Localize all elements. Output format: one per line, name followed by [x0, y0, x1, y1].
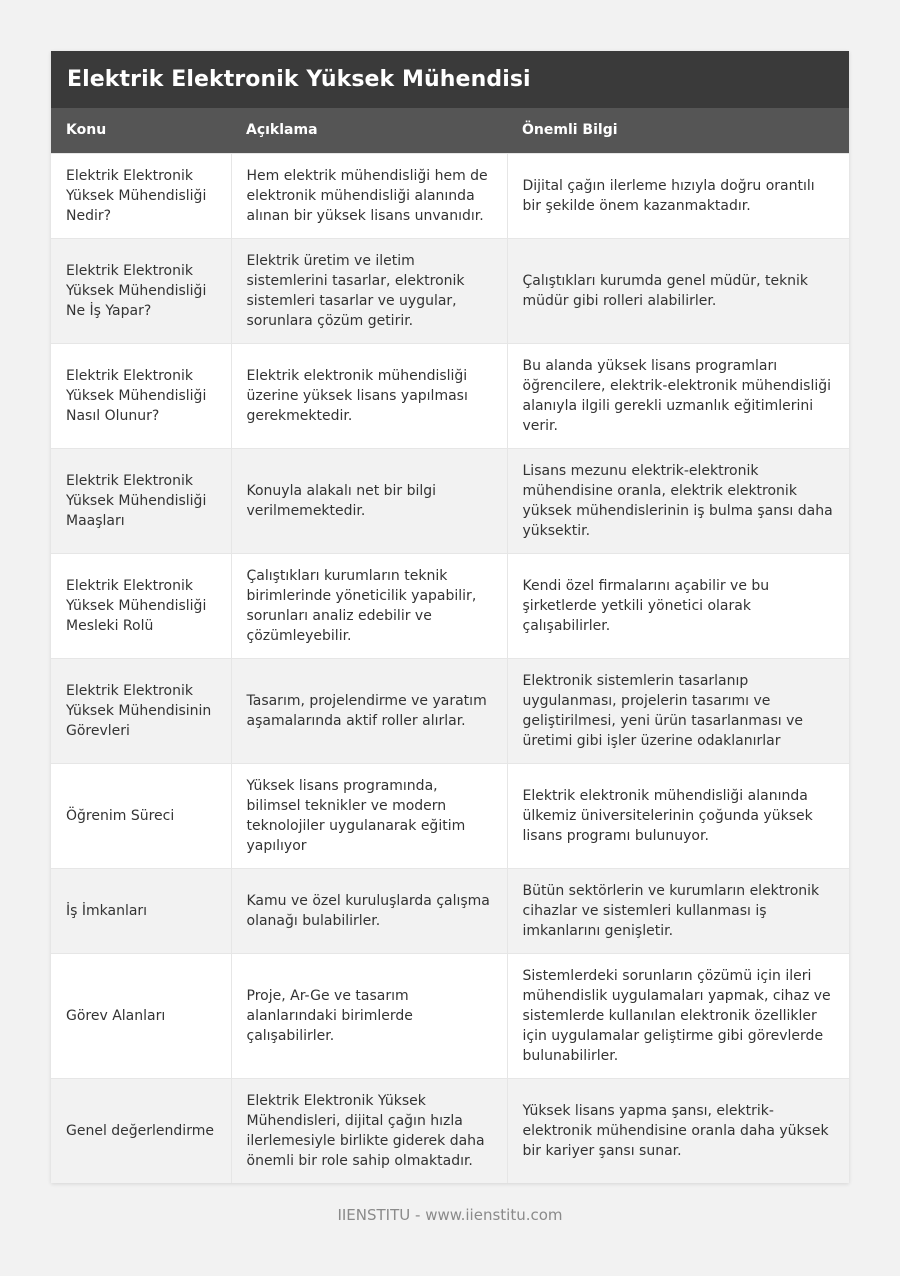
table-row [51, 953, 849, 1078]
description-cell: Yüksek lisans programında, bilimsel teknikler ve modern teknolojiler uygulanarak eğitim yapılıyor [231, 763, 507, 868]
topic-cell: Elektrik Elektronik Yüksek Mühendisliği Maaşları [51, 448, 231, 553]
column-header-konu: Konu [51, 108, 231, 153]
topic-cell: Elektrik Elektronik Yüksek Mühendisinin Görevleri [51, 658, 231, 763]
table-row [51, 153, 849, 238]
topic-cell: Elektrik Elektronik Yüksek Mühendisliği Ne İş Yapar? [51, 238, 231, 343]
topic-cell: Elektrik Elektronik Yüksek Mühendisliği Nedir? [51, 153, 231, 238]
table-row [51, 763, 849, 868]
key-info-cell: Elektrik elektronik mühendisliği alanında ülkemiz üniversitelerinin çoğunda yüksek lisans programı bulunuyor. [507, 763, 849, 868]
page-title: Elektrik Elektronik Yüksek Mühendisi [51, 51, 849, 108]
key-info-cell: Elektronik sistemlerin tasarlanıp uygulanması, projelerin tasarımı ve geliştirilmesi, yeni ürün tasarlanması ve üretimi gibi işler üzerine odaklanırlar [507, 658, 849, 763]
info-table [51, 108, 849, 1183]
description-cell: Elektrik elektronik mühendisliği üzerine yüksek lisans yapılması gerekmektedir. [231, 343, 507, 448]
table-row [51, 448, 849, 553]
topic-cell: Genel değerlendirme [51, 1078, 231, 1183]
table-row [51, 868, 849, 953]
topic-cell: İş İmkanları [51, 868, 231, 953]
table-row [51, 343, 849, 448]
table-header-row [51, 108, 849, 153]
key-info-cell: Bütün sektörlerin ve kurumların elektronik cihazlar ve sistemleri kullanması iş imkanlarını genişletir. [507, 868, 849, 953]
topic-cell: Görev Alanları [51, 953, 231, 1078]
info-card [51, 51, 849, 1183]
description-cell: Tasarım, projelendirme ve yaratım aşamalarında aktif roller alırlar. [231, 658, 507, 763]
key-info-cell: Kendi özel firmalarını açabilir ve bu şirketlerde yetkili yönetici olarak çalışabilirler. [507, 553, 849, 658]
key-info-cell: Yüksek lisans yapma şansı, elektrik-elektronik mühendisine oranla daha yüksek bir kariyer şansı sunar. [507, 1078, 849, 1183]
column-header-onemli-bilgi: Önemli Bilgi [507, 108, 849, 153]
description-cell: Proje, Ar-Ge ve tasarım alanlarındaki birimlerde çalışabilirler. [231, 953, 507, 1078]
key-info-cell: Dijital çağın ilerleme hızıyla doğru orantılı bir şekilde önem kazanmaktadır. [507, 153, 849, 238]
key-info-cell: Bu alanda yüksek lisans programları öğrencilere, elektrik-elektronik mühendisliği alanıyla ilgili gerekli uzmanlık eğitimlerini verir. [507, 343, 849, 448]
description-cell: Hem elektrik mühendisliği hem de elektronik mühendisliği alanında alınan bir yüksek lisans unvanıdır. [231, 153, 507, 238]
table-row [51, 1078, 849, 1183]
column-header-aciklama: Açıklama [231, 108, 507, 153]
topic-cell: Öğrenim Süreci [51, 763, 231, 868]
table-row [51, 658, 849, 763]
key-info-cell: Lisans mezunu elektrik-elektronik mühendisine oranla, elektrik elektronik yüksek mühendislerinin iş bulma şansı daha yüksektir. [507, 448, 849, 553]
key-info-cell: Sistemlerdeki sorunların çözümü için ileri mühendislik uygulamaları yapmak, cihaz ve sistemlerde kullanılan elektronik özellikler için uygulamalar geliştirme gibi görevlerde bulunabilirler. [507, 953, 849, 1078]
key-info-cell: Çalıştıkları kurumda genel müdür, teknik müdür gibi rolleri alabilirler. [507, 238, 849, 343]
table-row [51, 553, 849, 658]
description-cell: Konuyla alakalı net bir bilgi verilmemektedir. [231, 448, 507, 553]
description-cell: Çalıştıkları kurumların teknik birimlerinde yöneticilik yapabilir, sorunları analiz edebilir ve çözümleyebilir. [231, 553, 507, 658]
footer-credit: IIENSTITU - www.iienstitu.com [337, 1206, 563, 1224]
description-cell: Elektrik üretim ve iletim sistemlerini tasarlar, elektronik sistemleri tasarlar ve uygular, sorunlara çözüm getirir. [231, 238, 507, 343]
description-cell: Elektrik Elektronik Yüksek Mühendisleri, dijital çağın hızla ilerlemesiyle birlikte giderek daha önemli bir role sahip olmaktadır. [231, 1078, 507, 1183]
description-cell: Kamu ve özel kuruluşlarda çalışma olanağı bulabilirler. [231, 868, 507, 953]
topic-cell: Elektrik Elektronik Yüksek Mühendisliği Mesleki Rolü [51, 553, 231, 658]
topic-cell: Elektrik Elektronik Yüksek Mühendisliği Nasıl Olunur? [51, 343, 231, 448]
table-row [51, 238, 849, 343]
